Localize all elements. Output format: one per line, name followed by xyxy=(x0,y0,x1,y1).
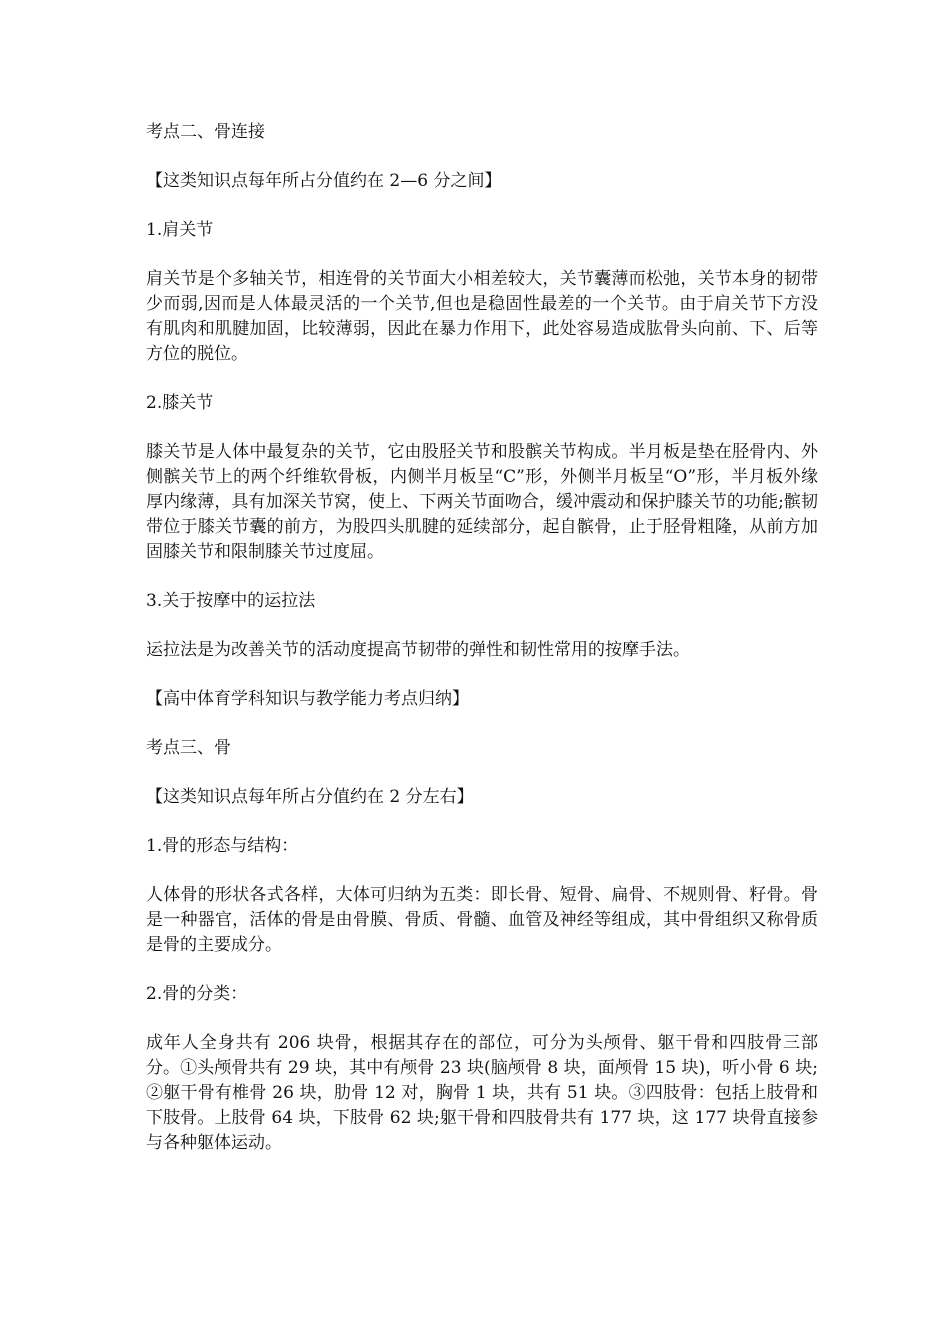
section2-title: 考点二、骨连接 xyxy=(146,122,265,142)
shoulder-heading: 1.肩关节 xyxy=(146,220,214,240)
bone-class-paragraph: 成年人全身共有 206 块骨，根据其存在的部位，可分为头颅骨、躯干骨和四肢骨三部分。①头颅骨共有 29 块，其中有颅骨 23 块(脑颅骨 8 块，面颅骨 15 块)，听小骨 6 块;②躯干骨有椎骨 26 块，肋骨 12 对，胸骨 1 块，共有 51 块。③四肢骨：包括上肢骨和下肢骨。上肢骨 64 块，下肢骨 62 块;躯干骨和四肢骨共有 177 块，这 177 块骨直接参与各种躯体运动。 xyxy=(146,1033,818,1153)
bone-class-heading: 2.骨的分类： xyxy=(146,984,248,1004)
bone-shape-paragraph: 人体骨的形状各式各样，大体可归纳为五类：即长骨、短骨、扁骨、不规则骨、籽骨。骨是一种器官，活体的骨是由骨膜、骨质、骨髓、血管及神经等组成，其中骨组织又称骨质是骨的主要成分。 xyxy=(146,885,818,955)
bone-shape-heading: 1.骨的形态与结构： xyxy=(146,836,299,856)
section3-title: 考点三、骨 xyxy=(146,738,231,758)
knee-heading: 2.膝关节 xyxy=(146,393,214,413)
section2-score-note: 【这类知识点每年所占分值约在 2—6 分之间】 xyxy=(146,171,502,191)
section3-score-note: 【这类知识点每年所占分值约在 2 分左右】 xyxy=(146,787,474,807)
document-body xyxy=(146,120,818,1180)
massage-heading: 3.关于按摩中的运拉法 xyxy=(146,591,316,611)
massage-paragraph: 运拉法是为改善关节的活动度提高节韧带的弹性和韧性常用的按摩手法。 xyxy=(146,640,690,660)
summary-note: 【高中体育学科知识与教学能力考点归纳】 xyxy=(146,689,469,709)
shoulder-paragraph: 肩关节是个多轴关节，相连骨的关节面大小相差较大，关节囊薄而松弛，关节本身的韧带少而弱,因而是人体最灵活的一个关节,但也是稳固性最差的一个关节。由于肩关节下方没有肌肉和肌腱加固，比较薄弱，因此在暴力作用下，此处容易造成肱骨头向前、下、后等方位的脱位。 xyxy=(146,269,818,364)
knee-paragraph: 膝关节是人体中最复杂的关节，它由股胫关节和股髌关节构成。半月板是垫在胫骨内、外侧髌关节上的两个纤维软骨板，内侧半月板呈“C”形，外侧半月板呈“O”形，半月板外缘厚内缘薄，具有加深关节窝，使上、下两关节面吻合，缓冲震动和保护膝关节的功能;髌韧带位于膝关节囊的前方，为股四头肌腱的延续部分，起自髌骨，止于胫骨粗隆，从前方加固膝关节和限制膝关节过度屈。 xyxy=(146,442,818,562)
